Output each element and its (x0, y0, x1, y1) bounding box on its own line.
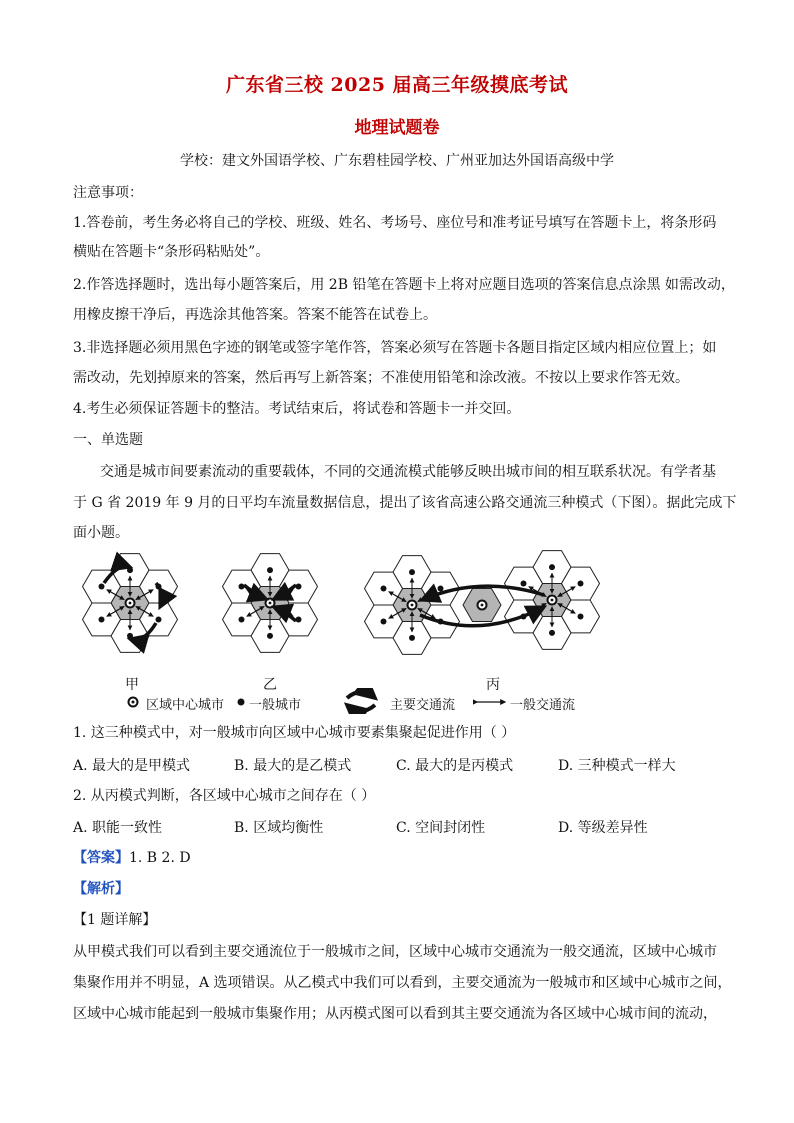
center-city-dot-core (269, 602, 272, 605)
center-city-dot-core (481, 604, 484, 607)
general-city-dot (409, 569, 415, 575)
passage-line: 于 G 省 2019 年 9 月的日平均车流量数据信息，提出了该省高速公路交通流三种模式（下图）。据此完成下 (73, 495, 737, 511)
passage-line: 面小题。 (73, 525, 129, 541)
traffic-flow-figure (60, 545, 620, 715)
general-city-dot (239, 616, 245, 622)
general-city-dot (381, 618, 387, 624)
pattern-label-bing: 丙 (486, 677, 500, 693)
answer-tag: 【答案】 (73, 850, 129, 866)
general-city-dot (549, 564, 555, 570)
note-line: 2.作答选择题时，选出每小题答案后，用 2B 铅笔在答题卡上将对应题目选项的答案信息点涂黑 如需改动， (73, 277, 735, 293)
general-city-dot (521, 581, 527, 587)
general-city-dot (409, 635, 415, 641)
general-city-dot (381, 586, 387, 592)
school-list: 学校：建文外国语学校、广东碧桂园学校、广州亚加达外国语高级中学 (180, 153, 614, 169)
general-flow-legend-icon (473, 695, 509, 709)
general-city-dot (99, 584, 105, 590)
legend-general-flow: 一般交通流 (510, 698, 576, 713)
main-flow-legend-icon (341, 688, 381, 714)
analysis-heading (73, 879, 733, 899)
analysis-subheading: 【1 题详解】 (73, 912, 157, 928)
general-city-dot (578, 613, 584, 619)
q2-option-b: B. 区域均衡性 (234, 820, 324, 836)
answer-line (73, 848, 733, 868)
note-line: 用橡皮擦干净后，再选涂其他答案。答案不能答在试卷上。 (73, 307, 437, 323)
exam-subtitle: 地理试题卷 (354, 118, 440, 138)
question-1-stem: 1. 这三种模式中，对一般城市向区域中心城市要素集聚起促进作用（ ） (73, 725, 516, 741)
q1-option-b: B. 最大的是乙模式 (234, 758, 352, 774)
note-line: 横贴在答题卡“条形码粘贴处”。 (73, 244, 270, 260)
passage-line: 交通是城市间要素流动的重要载体，不同的交通流模式能够反映出城市间的相互联系状况。有学者基 (100, 464, 716, 480)
legend-main-flow: 主要交通流 (390, 698, 456, 713)
q2-option-d: D. 等级差异性 (558, 820, 648, 836)
note-line: 1.答卷前，考生务必将自己的学校、班级、姓名、考场号、座位号和准考证号填写在答题卡上，将条形码 (73, 215, 717, 231)
general-city-dot (549, 630, 555, 636)
question-2-stem: 2. 从丙模式判断，各区域中心城市之间存在（ ） (73, 788, 376, 804)
legend-general-city: 一般城市 (249, 698, 302, 713)
answer-text: 1. B 2. D (129, 850, 191, 866)
legend-center-city: 区域中心城市 (146, 698, 225, 713)
q2-option-c: C. 空间封闭性 (396, 820, 486, 836)
analysis-line: 从甲模式我们可以看到主要交通流位于一般城市之间，区域中心城市交通流为一般交通流，区域中心城市 (73, 944, 717, 960)
analysis-tag: 【解析】 (73, 881, 129, 897)
q1-option-d: D. 三种模式一样大 (558, 758, 676, 774)
center-city-dot-core (129, 602, 132, 605)
general-city-dot (99, 616, 105, 622)
notes-heading: 注意事项： (73, 185, 143, 201)
q2-option-a: A. 职能一致性 (73, 820, 163, 836)
note-line: 需改动，先划掉原来的答案，然后再写上新答案；不准使用铅笔和涂改液。不按以上要求作答无效。 (73, 370, 689, 386)
q1-option-c: C. 最大的是丙模式 (396, 758, 514, 774)
exam-title: 广东省三校 2025 届高三年级摸底考试 (225, 74, 569, 96)
q1-option-a: A. 最大的是甲模式 (73, 758, 191, 774)
section-heading: 一、单选题 (73, 432, 143, 448)
general-city-dot (267, 567, 273, 573)
note-line: 4.考生必须保证答题卡的整洁。考试结束后，将试卷和答题卡一并交回。 (73, 401, 521, 417)
center-city-dot-core (411, 604, 414, 607)
general-city-dot (578, 581, 584, 587)
pattern-label-jia: 甲 (125, 677, 139, 693)
general-city-dot (438, 586, 444, 592)
analysis-line: 区域中心城市能起到一般城市集聚作用；从丙模式图可以看到其主要交通流为各区域中心城市间的流动， (73, 1006, 717, 1022)
center-city-legend-icon (125, 694, 145, 710)
general-city-dot (267, 633, 273, 639)
pattern-label-yi: 乙 (263, 677, 277, 693)
center-city-dot-core (551, 599, 554, 602)
general-city-legend-icon (234, 694, 248, 710)
note-line: 3.非选择题必须用黑色字迹的钢笔或签字笔作答，答案必须写在答题卡各题目指定区域内相应位置上；如 (73, 340, 717, 356)
analysis-line: 集聚作用并不明显，A 选项错误。从乙模式中我们可以看到，主要交通流为一般城市和区域中心城市之间， (73, 975, 732, 991)
general-city-dot (156, 616, 162, 622)
